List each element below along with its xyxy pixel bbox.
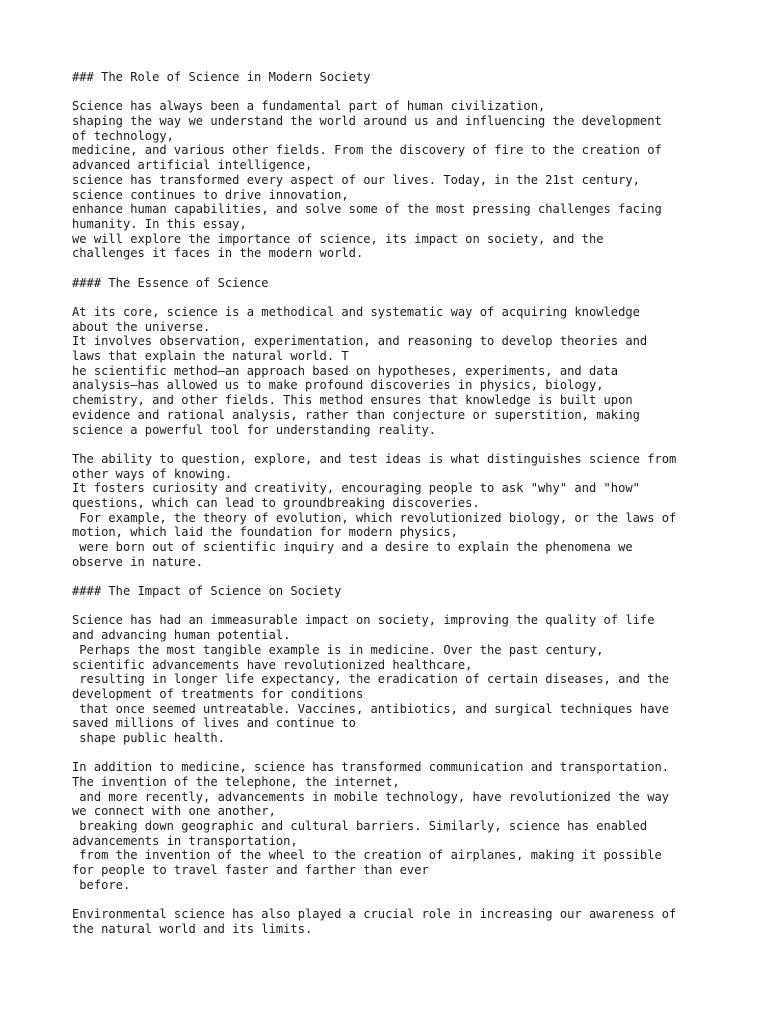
intro-paragraph [72,99,732,261]
text-line: that once seemed untreatable. Vaccines, antibiotics, and surgical techniques have [72,701,670,716]
text-line: science has transformed every aspect of our lives. Today, in the 21st century, [72,172,640,187]
text-line: resulting in longer life expectancy, the eradication of certain diseases, and the [72,672,670,687]
text-line: The ability to question, explore, and test ideas is what distinguishes science from [72,451,677,466]
text-line: other ways of knowing. [72,466,233,481]
text-line: breaking down geographic and cultural barriers. Similarly, science has enabled [72,819,648,834]
text-line: the natural world and its limits. [72,921,313,936]
text-line: for people to travel faster and farther than ever [72,863,429,878]
document-page [72,70,732,951]
text-line: we will explore the importance of science, its impact on society, and the [72,231,604,246]
essence-paragraph-1 [72,305,732,437]
impact-paragraph-1 [72,613,732,745]
text-line: Environmental science has also played a crucial role in increasing our awareness of [72,907,677,922]
text-line: from the invention of the wheel to the creation of airplanes, making it possible [72,848,662,863]
text-line: challenges it faces in the modern world. [72,246,364,261]
text-line: Perhaps the most tangible example is in medicine. Over the past century, [72,642,604,657]
text-line: shape public health. [72,730,225,745]
text-line: It fosters curiosity and creativity, encouraging people to ask "why" and "how" [72,481,640,496]
text-line: evidence and rational analysis, rather than conjecture or superstition, making [72,407,640,422]
text-line: laws that explain the natural world. T [72,349,349,364]
text-line: At its core, science is a methodical and systematic way of acquiring knowledge [72,305,640,319]
section-heading-essence [72,276,732,291]
text-line: about the universe. [72,319,211,334]
text-line: advanced artificial intelligence, [72,158,313,173]
text-line: Science has had an immeasurable impact on society, improving the quality of life [72,613,655,628]
text-line: he scientific method—an approach based on hypotheses, experiments, and data [72,363,619,378]
text-line: For example, the theory of evolution, which revolutionized biology, or the laws of [72,510,677,525]
impact-paragraph-3 [72,907,732,936]
text-line: saved millions of lives and continue to [72,716,356,731]
text-line: ### The Role of Science in Modern Society [72,70,371,84]
text-line: before. [72,877,131,892]
impact-paragraph-2 [72,760,732,892]
text-line: science continues to drive innovation, [72,187,349,202]
text-line: development of treatments for conditions [72,686,364,701]
text-line: Science has always been a fundamental part of human civilization, [72,99,546,114]
text-line: The invention of the telephone, the internet, [72,775,400,789]
text-line: analysis—has allowed us to make profound discoveries in physics, biology, [72,378,604,393]
text-line: science a powerful tool for understanding reality. [72,422,437,437]
text-line: of technology, [72,128,174,143]
text-line: and advancing human potential. [72,628,291,643]
text-line: In addition to medicine, science has transformed communication and transportation. [72,760,670,775]
text-line: observe in nature. [72,554,204,569]
text-line: motion, which laid the foundation for modern physics, [72,525,458,540]
essay-title [72,70,732,85]
text-line: #### The Essence of Science [72,275,269,290]
text-line: medicine, and various other fields. From the discovery of fire to the creation of [72,143,662,158]
text-line: we connect with one another, [72,804,276,819]
text-line: chemistry, and other fields. This method ensures that knowledge is built upon [72,393,633,408]
text-line: humanity. In this essay, [72,216,247,231]
section-heading-impact [72,584,732,599]
text-line: and more recently, advancements in mobile technology, have revolutionized the way [72,789,670,804]
text-line: were born out of scientific inquiry and a desire to explain the phenomena we [72,540,633,554]
text-line: questions, which can lead to groundbreaking discoveries. [72,495,480,510]
text-line: enhance human capabilities, and solve some of the most pressing challenges facing [72,202,662,217]
essence-paragraph-2 [72,452,732,570]
text-line: #### The Impact of Science on Society [72,584,342,599]
text-line: It involves observation, experimentation, and reasoning to develop theories and [72,334,648,349]
text-line: advancements in transportation, [72,833,298,848]
text-line: scientific advancements have revolutionized healthcare, [72,657,473,672]
text-line: shaping the way we understand the world around us and influencing the development [72,114,662,129]
